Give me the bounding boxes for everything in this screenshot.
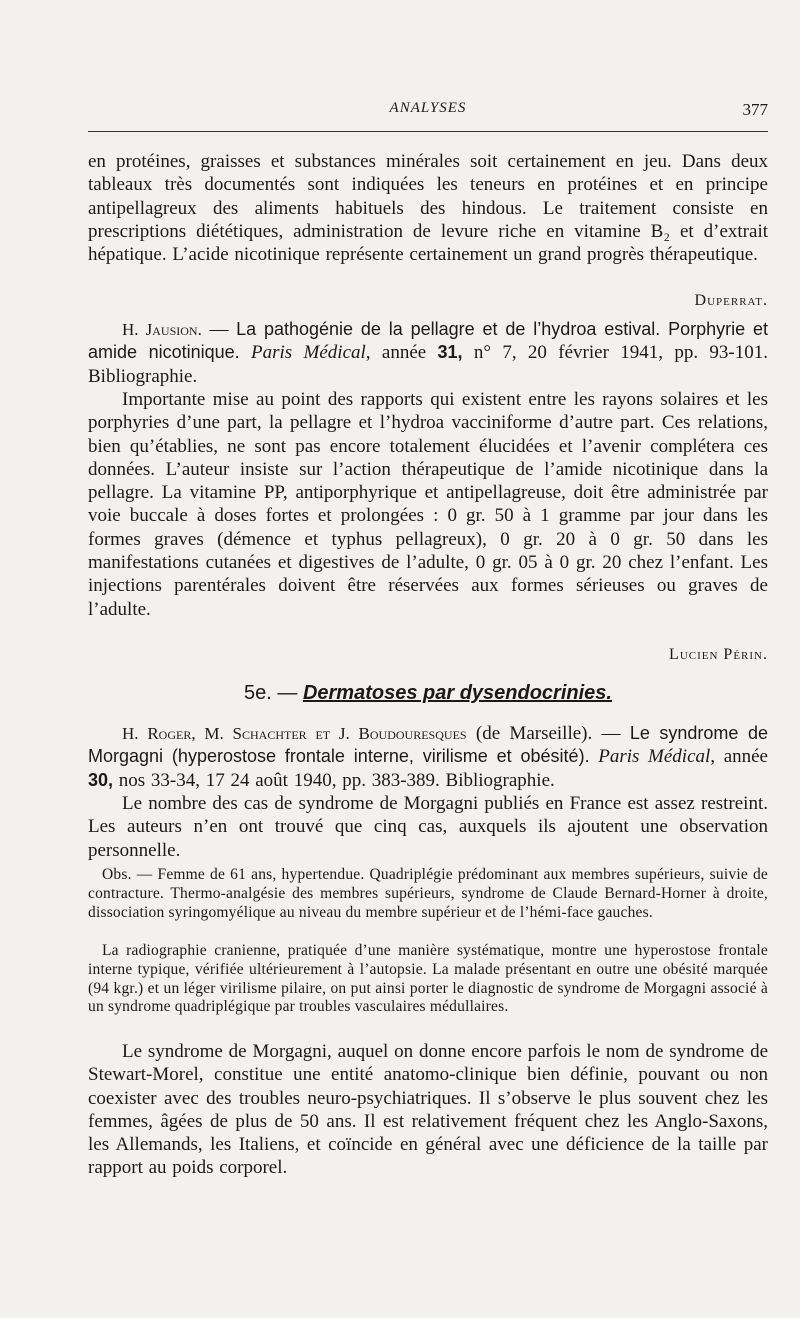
signature-duperrat: Duperrat. [694,292,768,309]
paragraph-jausion-summary: Importante mise au point des rapports qui existent entre les rayons solaires et les porphyries d’une part, la pellagre et l’hydroa vacciniforme d’autre part. Ces relations, bien qu’établies, ne sont pas encore totalement élucidées et l’avenir complétera ces données. L’auteur insiste sur l’action thérapeutique de l’amide nicotinique dans la pellagre. La vitamine PP, antiporphyrique et antipellagreuse, doit être administrée par voie buccale à doses fortes et prolongées : 0 gr. 50 à 1 gramme par jour dans les formes graves (démence et typhus pellagreux), 0 gr. 20 à 0 gr. 50 dans les manifestations cutanées et digestives de l’adulte, 0 gr. 05 à 0 gr. 20 chez l’enfant. Les injections parentérales doivent être réservées aux formes sérieuses ou graves de l’adulte. [88,389,768,620]
ref-details: année [370,342,438,364]
paragraph-morgagni-intro: Le nombre des cas de syndrome de Morgagni publiés en France est assez restreint. Les auteurs n’en ont trouvé que cinq cas, auxquels ils ajoutent une observation personnelle. [88,793,768,861]
ref-rest: nos 33-34, 17 24 août 1940, pp. 383-389. Bibliographie. [113,769,555,791]
ref-dash: — [201,319,237,340]
reference-roger [88,722,768,792]
ref-author: H. Jausion. [122,320,202,339]
ref-title: Le syndrome de Morgagni (hyperostose frontale interne, virilisme et obésité). [88,723,769,767]
running-title: ANALYSES [389,100,467,116]
observation-paragraph: Obs. — Femme de 61 ans, hypertendue. Quadriplégie prédominant aux membres supérieurs, suivie de contracture. Thermo-analgésie des membres supérieurs, syndrome de Claude Bernard-Horner à droite, dissociation syringomyélique au niveau du membre supérieur et de l’hémi-face gauches. [88,866,768,921]
ref-authors: H. Roger, M. Schachter et J. Boudouresques [122,724,467,743]
ref-title: La pathogénie de la pellagre et de l’hydroa estival. Porphyrie et amide nicotinique. [88,319,768,363]
section-number: 5e. — [244,682,303,704]
observation-radiography: La radiographie cranienne, pratiquée d’une manière systématique, montre une hyperostose frontale interne typique, vérifiée ultérieurement à l’autopsie. La malade présentant en outre une obésité marquée (94 kgr.) et un léger virilisme pilaire, on put ainsi porter le diagnostic de syndrome de Morgagni associé à un syndrome quadriplégique par troubles vasculaires médullaires. [88,942,768,1016]
section-heading [88,682,768,705]
page-header [88,100,768,130]
ref-journal: Paris Médical, [598,746,716,768]
ref-year-volume: 31, [437,342,463,363]
ref-details: année [715,746,768,768]
ref-year-volume: 30, [88,769,114,790]
ref-rest: n° 7, 20 février 1941, pp. 93-101. Bibliographie. [88,342,768,387]
ref-place: (de Marseille). — [466,723,630,744]
page-number: 377 [742,100,768,119]
paragraph-morgagni-discussion: Le syndrome de Morgagni, auquel on donne encore parfois le nom de syndrome de Stewart-Morel, constitue une entité anatomo-clinique bien définie, pouvant ou non coexister avec des troubles neuro-psychiatriques. Il s’observe le plus souvent chez les femmes, âgées de plus de 50 ans. Il est relativement fréquent chez les Anglo-Saxons, les Allemands, les Italiens, et coïncide en général avec une déficience de la taille par rapport au poids corporel. [88,1041,768,1179]
ref-journal: Paris Médical, [251,342,371,364]
section-title: Dermatoses par dysendocrinies. [302,682,612,704]
signature-perin: Lucien Périn. [669,646,768,663]
reference-jausion [88,318,768,388]
header-rule [88,131,768,132]
paragraph-continued: en protéines, graisses et substances minérales soit certainement en jeu. Dans deux tableaux très documentés sont indiquées les teneurs en protéines et en principe antipellagreux des aliments habituels des hindous. Le traitement consiste en prescriptions diététiques, administration de levure riche en vitamine B₂ et d’extrait hépatique. L’acide nicotinique représente certainement un grand progrès thérapeutique. [88,151,768,266]
